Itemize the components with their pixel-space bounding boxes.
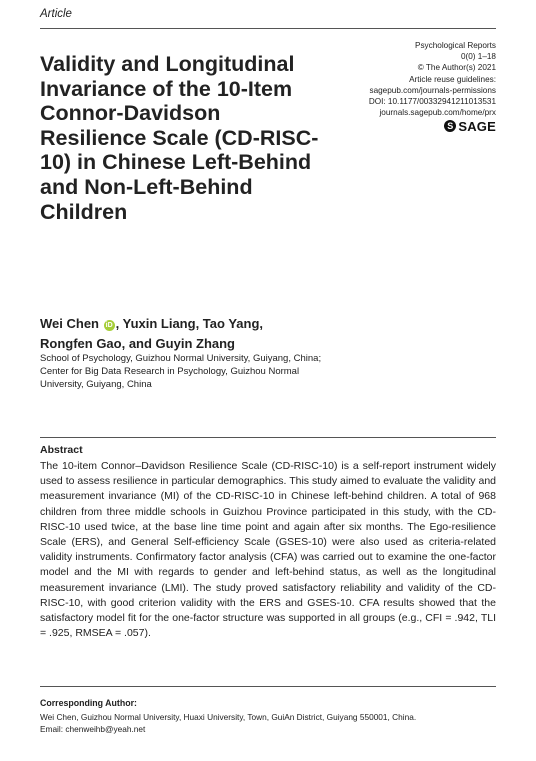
footer-divider: [40, 686, 496, 687]
orcid-icon[interactable]: iD: [105, 322, 113, 329]
reuse-link[interactable]: sagepub.com/journals-permissions: [369, 85, 496, 95]
abstract-divider: [40, 437, 496, 438]
author-names-line1: , Yuxin Liang, Tao Yang,: [115, 316, 263, 331]
doi-link[interactable]: DOI: 10.1177/00332941211013531: [368, 97, 496, 107]
journal-meta: [369, 40, 496, 133]
first-author-name: Wei Chen: [40, 316, 99, 331]
abstract-heading: Abstract: [40, 444, 83, 456]
author-names-line2: Rongfen Gao, and Guyin Zhang: [40, 336, 235, 351]
reuse-label: Article reuse guidelines:: [409, 74, 496, 84]
author-list: [40, 314, 340, 354]
journal-volume: 0(0) 1–18: [460, 52, 496, 62]
publisher-logo: [444, 120, 496, 132]
copyright-notice: © The Author(s) 2021: [417, 63, 496, 73]
abstract-text: The 10-item Connor–Davidson Resilience Scale (CD-RISC-10) is a self-report instrument widely used to assess resilience in particular demographics. This study aimed to evaluate the validity and measurement invariance (MI) of the CD-RISC-10 in Chinese left-behind children. A total of 968 children from three middle schools in Guizhou Province participated in this study, with the CD-RISC-10 used twice, at the base line time point and again after six months. The Ego-resilience Scale (ERS), and General Self-efficiency Scale (GSES-10) were also used as criteria-related validity instruments. Confirmatory factor analysis (CFA) was carried out to examine the one-factor model and the MI with regards to gender and left-behind status, as well as the longitudinal measurement invariance (LMI). The study proved satisfactory reliability and validity of the CD-RISC-10, with good criterion validity with the ERS and GSES-10. CFA results showed that the satisfactory model fit for the one-factor structure was supported in all groups (e.g., CFI = .942, TLI = .925, RMSEA = .057).: [40, 460, 496, 640]
sage-logo-icon: S: [444, 120, 456, 132]
article-type-label: Article: [40, 8, 72, 20]
corresponding-author-email[interactable]: Email: chenweihb@yeah.net: [40, 724, 146, 734]
author-affiliation: School of Psychology, Guizhou Normal University, Guiyang, China; Center for Big Data Research in Psychology, Guizhou Normal University, Guiyang, China: [40, 353, 322, 390]
header-divider: [40, 28, 496, 29]
corresponding-author-address: Wei Chen, Guizhou Normal University, Huaxi University, Town, GuiAn District, Guiyang 550001, China.: [40, 712, 417, 722]
journal-name: Psychological Reports: [414, 41, 496, 50]
journal-home-link[interactable]: journals.sagepub.com/home/prx: [379, 108, 496, 118]
corresponding-author-heading: Corresponding Author:: [40, 698, 137, 708]
publisher-logo-text: SAGE: [458, 118, 496, 134]
paper-title: Validity and Longitudinal Invariance of the 10-Item Connor-Davidson Resilience Scale (CD-RISC-10) in Chinese Left-Behind and Non-Left-Behind Children: [40, 52, 319, 224]
